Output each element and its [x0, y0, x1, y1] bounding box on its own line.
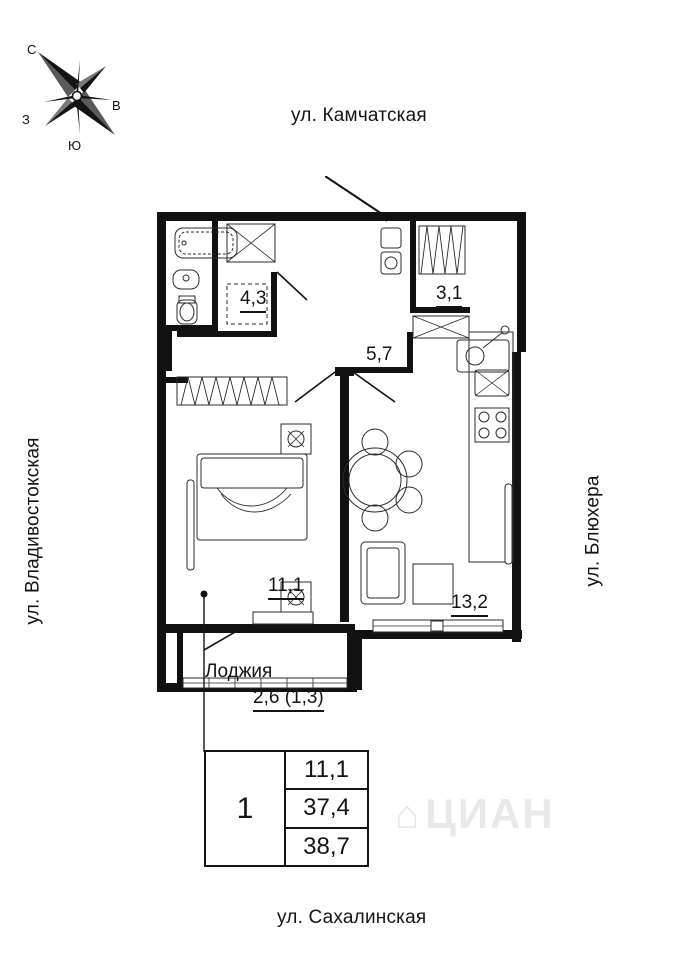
street-label-bottom: ул. Сахалинская [277, 907, 427, 928]
watermark-logo: ⌂ [395, 793, 422, 837]
summary-living-area: 11,1 [286, 752, 367, 790]
area-label-hallway: 5,7 [366, 344, 392, 369]
summary-room-count: 1 [206, 752, 286, 865]
watermark-text: ЦИАН [425, 790, 555, 837]
compass-label-east: В [112, 98, 121, 113]
compass-label-south: Ю [68, 138, 82, 153]
entrance-door-line [325, 176, 445, 236]
area-label-kitchen-nook: 3,1 [436, 283, 462, 308]
area-label-bedroom: 11,1 [268, 575, 304, 600]
summary-table [204, 750, 369, 867]
compass-rose [20, 40, 150, 170]
loggia-label: Лоджия [205, 661, 273, 682]
street-label-left: ул. Владивостокская [22, 437, 44, 625]
area-label-bathroom: 4,3 [240, 288, 266, 313]
street-label-right: ул. Блюхера [582, 475, 604, 587]
area-label-living-kitchen: 13,2 [451, 592, 488, 617]
loggia-area-label: 2,6 (1,3) [253, 687, 324, 712]
compass-graphic [20, 40, 150, 170]
street-label-top: ул. Камчатская [291, 105, 427, 126]
summary-value-column [286, 752, 367, 865]
compass-label-north: С [27, 42, 37, 57]
summary-total-area: 37,4 [286, 790, 367, 828]
watermark [395, 790, 555, 838]
compass-label-west: З [22, 112, 30, 127]
loggia-leader-line [200, 620, 260, 660]
summary-total-with-loggia: 38,7 [303, 832, 350, 860]
